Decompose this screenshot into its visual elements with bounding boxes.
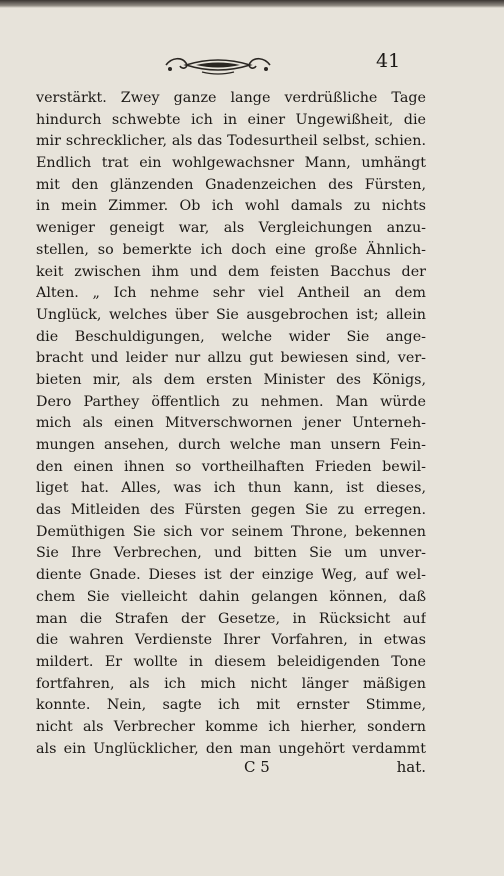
text-line: mildert. Er wollte in diesem beleidigenden Tone bbox=[36, 653, 426, 670]
text-line: bieten mir, als dem ersten Minister des Königs, bbox=[36, 371, 426, 388]
text-line: Endlich trat ein wohlgewachsner Mann, umhängt bbox=[36, 155, 426, 172]
text-line: in mein Zimmer. Ob ich wohl damals zu nichts bbox=[36, 198, 426, 215]
text-line: hindurch schwebte ich in einer Ungewißheit, die bbox=[36, 111, 426, 128]
page-footer bbox=[36, 758, 426, 784]
body-text bbox=[36, 88, 426, 760]
text-line: konnte. Nein, sagte ich mit ernster Stimme, bbox=[36, 697, 426, 714]
text-line: die Beschuldigungen, welche wider Sie ange- bbox=[36, 328, 426, 345]
text-line: mungen ansehen, durch welche man unsern Fein- bbox=[36, 437, 426, 453]
page-top-edge bbox=[0, 0, 504, 8]
text-line: den einen ihnen so vortheilhaften Frieden bewil- bbox=[36, 458, 426, 475]
text-line: fortfahren, als ich mich nicht länger mäßigen bbox=[36, 675, 426, 692]
text-line: diente Gnade. Dieses ist der einzige Weg, auf wel- bbox=[36, 567, 426, 584]
text-line: als ein Unglücklicher, den man ungehört verdammt bbox=[36, 740, 426, 757]
text-line: keit zwischen ihm und dem feisten Bacchus der bbox=[36, 263, 426, 280]
text-line: mit den glänzenden Gnadenzeichen des Fürsten, bbox=[36, 176, 426, 193]
text-line: nicht als Verbrecher komme ich hierher, sondern bbox=[36, 718, 426, 735]
text-line: verstärkt. Zwey ganze lange verdrüßliche Tage bbox=[36, 90, 426, 106]
catchword: hat. bbox=[396, 758, 426, 776]
text-line: das Mitleiden des Fürsten gegen Sie zu erregen. bbox=[36, 502, 426, 519]
text-line: Unglück, welches über Sie ausgebrochen ist; allein bbox=[36, 306, 426, 323]
text-line: Dero Parthey öffentlich zu nehmen. Man würde bbox=[36, 393, 426, 410]
text-line: die wahren Verdienste Ihrer Vorfahren, in etwas bbox=[36, 632, 426, 649]
page-number: 41 bbox=[376, 50, 401, 72]
text-line: Sie Ihre Verbrechen, und bitten Sie um unver- bbox=[36, 545, 426, 562]
text-line: chem Sie vielleicht dahin gelangen können, daß bbox=[36, 588, 426, 605]
text-line: Alten. „ Ich nehme sehr viel Antheil an dem bbox=[36, 285, 426, 302]
text-line: man die Strafen der Gesetze, in Rücksicht auf bbox=[36, 610, 426, 627]
text-line: stellen, so bemerkte ich doch eine große Ähnlich- bbox=[36, 241, 426, 258]
text-line: liget hat. Alles, was ich thun kann, ist dieses, bbox=[36, 480, 426, 497]
decorative-scroll-ornament-icon bbox=[162, 54, 274, 76]
signature-mark: C 5 bbox=[244, 758, 270, 776]
text-line: weniger geneigt war, als Vergleichungen anzu- bbox=[36, 220, 426, 237]
page-header bbox=[0, 50, 504, 82]
text-line: mir schrecklicher, als das Todesurtheil selbst, schien. bbox=[36, 133, 426, 150]
text-line: Demüthigen Sie sich vor seinem Throne, bekennen bbox=[36, 523, 426, 540]
text-line: bracht und leider nur allzu gut bewiesen sind, ver- bbox=[36, 350, 426, 367]
text-line: mich als einen Mitverschwornen jener Unterneh- bbox=[36, 415, 426, 432]
